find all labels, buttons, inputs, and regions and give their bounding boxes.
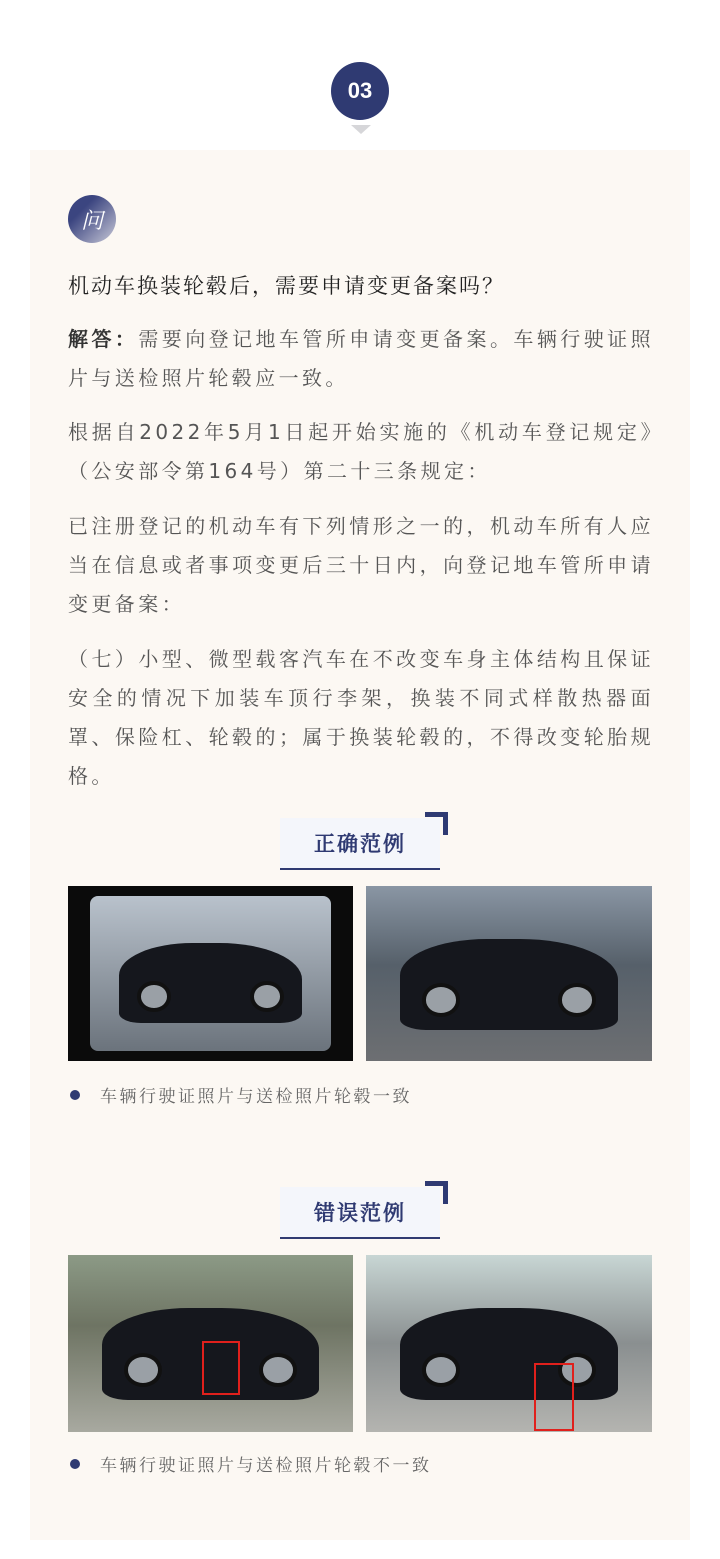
answer-label: 解答： xyxy=(68,327,139,351)
regulation-intro: 根据自2022年5月1日起开始实施的《机动车登记规定》（公安部令第164号）第二十三条规定： xyxy=(68,420,654,483)
inspection-photo-wrong xyxy=(366,1255,652,1432)
section-number-badge: 03 xyxy=(331,62,389,120)
regulation-clause: 已注册登记的机动车有下列情形之一的，机动车所有人应当在信息或者事项变更后三十日内，向登记地车管所申请变更备案： xyxy=(68,514,654,616)
answer-text: 需要向登记地车管所申请变更备案。车辆行驶证照片与送检照片轮毂应一致。 xyxy=(68,327,654,390)
correct-example-title: 正确范例 xyxy=(280,818,440,870)
license-photo-correct xyxy=(68,886,353,1061)
wheel-highlight-box xyxy=(534,1363,574,1431)
wheel-highlight-box xyxy=(202,1341,240,1395)
wrong-example-title: 错误范例 xyxy=(280,1187,440,1239)
badge-pointer-icon xyxy=(351,125,371,134)
caption-text: 车辆行驶证照片与送检照片轮毂一致 xyxy=(100,1087,412,1107)
answer-paragraph xyxy=(68,320,654,398)
corner-decoration xyxy=(425,1181,448,1204)
bullet-icon xyxy=(70,1090,80,1100)
inspection-photo-correct xyxy=(366,886,652,1061)
license-photo-wrong xyxy=(68,1255,353,1432)
corner-decoration xyxy=(425,812,448,835)
question-icon: 问 xyxy=(68,195,116,243)
correct-caption xyxy=(70,1082,412,1107)
question-title: 机动车换装轮毂后，需要申请变更备案吗？ xyxy=(68,274,505,298)
regulation-item-7: （七）小型、微型载客汽车在不改变车身主体结构且保证安全的情况下加装车顶行李架，换装不同式样散热器面罩、保险杠、轮毂的；属于换装轮毂的，不得改变轮胎规格。 xyxy=(68,647,654,788)
bullet-icon xyxy=(70,1459,80,1469)
wrong-caption xyxy=(70,1451,432,1476)
caption-text: 车辆行驶证照片与送检照片轮毂不一致 xyxy=(100,1456,432,1476)
